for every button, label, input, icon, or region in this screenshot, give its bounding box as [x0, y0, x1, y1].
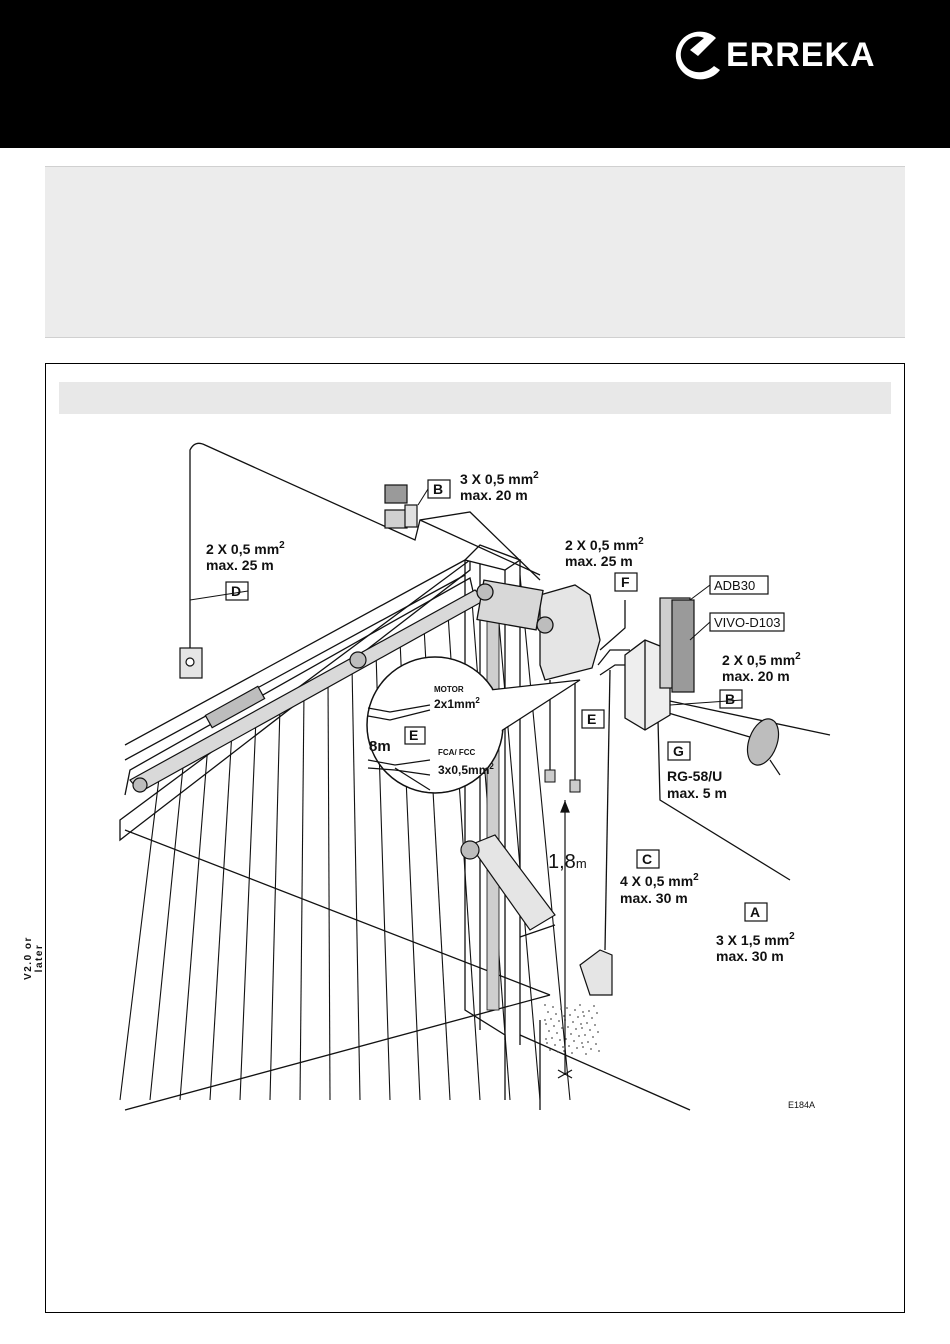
figure-code: E184A	[788, 1100, 816, 1110]
tag-d: D	[231, 583, 242, 599]
ground-dot	[593, 1005, 595, 1007]
ground-dot	[578, 1035, 580, 1037]
ground-dot	[581, 1042, 583, 1044]
ground-dot	[575, 1028, 577, 1030]
brand-name: ERREKA	[726, 36, 876, 74]
ground-dot	[557, 1051, 559, 1053]
detail-fca-cable: $3x0,5mm^2$	[438, 762, 494, 777]
ground-dot	[552, 1006, 554, 1008]
ground-dot	[567, 1026, 569, 1028]
tag-b-top: B	[433, 481, 444, 497]
ground-dot	[548, 1030, 550, 1032]
ground-dot	[569, 1014, 571, 1016]
tag-c: C	[642, 851, 653, 867]
ground-dot	[588, 1010, 590, 1012]
ground-dot	[553, 1025, 555, 1027]
tag-a: A	[750, 904, 761, 920]
cable-b-top-spec: 3 X 0,5 $mm^2$	[460, 470, 539, 487]
cable-g-spec: RG-58/U	[667, 768, 723, 784]
ground-dot	[582, 1046, 584, 1048]
ground-dot	[562, 1046, 564, 1048]
cable-d-length: max. 25 m	[206, 557, 274, 573]
ground-dot	[574, 1009, 576, 1011]
ground-dot	[559, 1039, 561, 1041]
door-slat	[270, 705, 280, 1100]
ground-dot	[584, 1034, 586, 1036]
ground-dot	[560, 1008, 562, 1010]
ground-dot	[590, 1048, 592, 1050]
ground-dot	[596, 1012, 598, 1014]
ground-dot	[551, 1037, 553, 1039]
ground-dot	[585, 1053, 587, 1055]
cable-f-spec: 2 X 0,5 $mm^2$	[565, 536, 644, 553]
tag-e-detail: E	[409, 727, 419, 743]
tag-e: E	[587, 711, 597, 727]
cable-d-spec: 2 X 0,5 $mm^2$	[206, 540, 285, 557]
ground-dot	[561, 1027, 563, 1029]
ground-dot	[586, 1022, 588, 1024]
ground-dot	[572, 1021, 574, 1023]
ground-dot	[546, 1042, 548, 1044]
door-slat	[180, 744, 208, 1100]
tag-g: G	[673, 743, 684, 759]
ground-dot	[581, 1027, 583, 1029]
garage-door	[120, 560, 550, 1110]
ground-dot	[568, 1045, 570, 1047]
adb30-label: ADB30	[714, 578, 756, 593]
detail-fca-label: FCA/ FCC	[438, 748, 476, 757]
door-slat	[300, 692, 304, 1100]
ground-dot	[570, 1033, 572, 1035]
ground-dot	[550, 1018, 552, 1020]
ground-dot	[595, 1043, 597, 1045]
key-switch	[180, 648, 202, 678]
warning-lamp	[385, 485, 417, 528]
door-slat	[120, 770, 160, 1100]
cable-f-length: max. 25 m	[565, 553, 633, 569]
ground-dot	[547, 1011, 549, 1013]
door-slat	[240, 718, 256, 1100]
detail-motor-label: MOTOR	[434, 685, 464, 694]
ground-dot	[580, 1023, 582, 1025]
ground-dot	[558, 1020, 560, 1022]
door-slat	[210, 731, 232, 1100]
photocell	[660, 598, 694, 692]
ground-dot	[544, 1019, 546, 1021]
ground-dot	[554, 1044, 556, 1046]
ground-dot	[591, 1017, 593, 1019]
ground-dot	[566, 1007, 568, 1009]
height-label: 1,8m	[548, 851, 587, 873]
ground-dot	[577, 1016, 579, 1018]
vivo-label: VIVO-D103	[714, 615, 781, 630]
lower-pusher	[461, 835, 555, 937]
cable-a-length: max. 30 m	[716, 948, 784, 964]
ground-dot	[597, 1031, 599, 1033]
ground-dot	[573, 1040, 575, 1042]
ground-dot	[587, 1041, 589, 1043]
ground-dot	[549, 1049, 551, 1051]
cable-b-right-spec: 2 X 0,5 $mm^2$	[722, 651, 801, 668]
cable-b-top-length: max. 20 m	[460, 487, 528, 503]
ground-dot	[545, 1038, 547, 1040]
ground-dot	[544, 1004, 546, 1006]
ground-dot	[576, 1047, 578, 1049]
ground-dot	[582, 1011, 584, 1013]
ground-dot	[598, 1050, 600, 1052]
ground-dot	[594, 1024, 596, 1026]
ground-dot	[579, 1004, 581, 1006]
tag-f: F	[621, 574, 630, 590]
door-slat	[328, 679, 330, 1100]
ground-dot	[583, 1015, 585, 1017]
height-dimension	[558, 800, 572, 1078]
ground-dot	[571, 1052, 573, 1054]
ground-dot	[555, 1013, 557, 1015]
cable-c-length: max. 30 m	[620, 890, 688, 906]
guide-rail	[487, 600, 499, 1010]
ground-texture	[544, 1004, 600, 1055]
ground-dot	[592, 1036, 594, 1038]
ground-dot	[545, 1023, 547, 1025]
ground-dot	[556, 1032, 558, 1034]
door-slat	[496, 588, 540, 1100]
cable-c-spec: 4 X 0,5 $mm^2$	[620, 872, 699, 889]
cable-g-length: max. 5 m	[667, 785, 727, 801]
version-note: V2.0 or later	[23, 936, 45, 980]
tag-b-right: B	[725, 691, 736, 707]
door-slat	[352, 666, 360, 1100]
detail-length: 8m	[369, 738, 391, 755]
cable-b-right-length: max. 20 m	[722, 668, 790, 684]
cable-a-spec: 3 X 1,5 $mm^2$	[716, 931, 795, 948]
ground-dot	[589, 1029, 591, 1031]
photo-receiver	[580, 950, 612, 995]
detail-motor-cable: $2x1mm^2$	[434, 696, 480, 711]
